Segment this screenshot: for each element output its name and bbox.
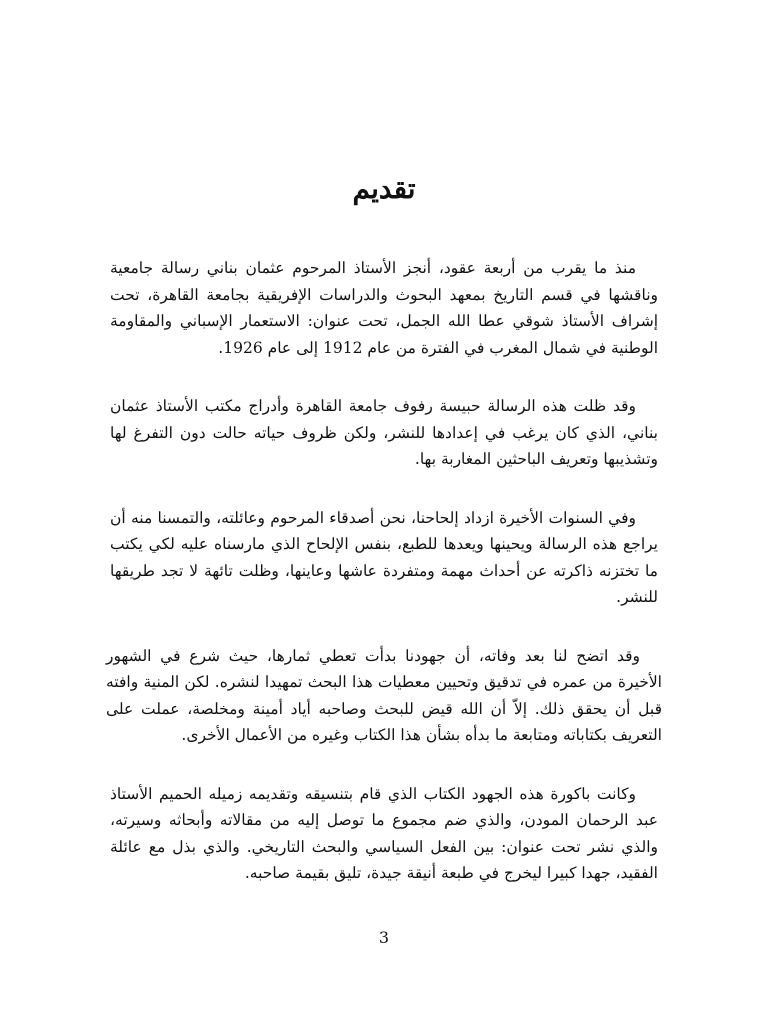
- paragraph-5: وكانت باكورة هذه الجهود الكتاب الذي قام بتنسيقه وتقديمه زميله الحميم الأستاذ عبد الرحمان المودن، والذي ضم مجموع ما توصل إليه من مقالاته وأبحاثه وسيرته، والذي نشر تحت عنوان: بين الفعل السياسي والبحث التاريخي. والذي بذل مع عائلة الفقيد، جهدا كبيرا ليخرج في طبعة أنيقة جيدة، تليق بقيمة صاحبه.: [110, 784, 658, 882]
- paragraph-4: وقد اتضح لنا بعد وفاته، أن جهودنا بدأت تعطي ثمارها، حيث شرع في الشهور الأخيرة من عمره في تدقيق وتحيين معطيات هذا البحث تمهيدا لنشره. لكن المنية وافته قبل أن يحقق ذلك. إلاّ أن الله قيض للبحث وصاحبه أياد أمينة ومخلصة، عملت على التعريف بكتاباته ومتابعة ما بدأه بشأن هذا الكتاب وغيره من الأعمال الأخرى.: [106, 646, 662, 744]
- page-number: 3: [378, 928, 390, 947]
- paragraph-2: وقد ظلت هذه الرسالة حبيسة رفوف جامعة القاهرة وأدراج مكتب الأستاذ عثمان بناني، الذي كان يرغب في إعدادها للنشر، ولكن ظروف حياته حالت دون التفرغ لها وتشذيبها وتعريف الباحثين المغاربة بها.: [110, 397, 658, 468]
- body-text: [106, 255, 662, 919]
- page-title: تقديم: [352, 172, 416, 205]
- paragraph-3: وفي السنوات الأخيرة ازداد إلحاحنا، نحن أصدقاء المرحوم وعائلته، والتمسنا منه أن يراجع هذه الرسالة ويحينها ويعدها للطبع، بنفس الإلحاح الذي مارسناه عليه لكي يكتب ما تختزنه ذاكرته عن أحداث مهمة ومتفردة عاشها وعاينها، وظلت تائهة لا تجد طريقها للنشر.: [110, 508, 658, 606]
- paragraph-1: منذ ما يقرب من أربعة عقود، أنجز الأستاذ المرحوم عثمان بناني رسالة جامعية وناقشها في قسم التاريخ بمعهد البحوث والدراسات الإفريقية بجامعة القاهرة، تحت إشراف الأستاذ شوقي عطا الله الجمل، تحت عنوان: الاستعمار الإسباني والمقاومة الوطنية في شمال المغرب في الفترة من عام 1912 إلى عام 1926.: [110, 259, 658, 357]
